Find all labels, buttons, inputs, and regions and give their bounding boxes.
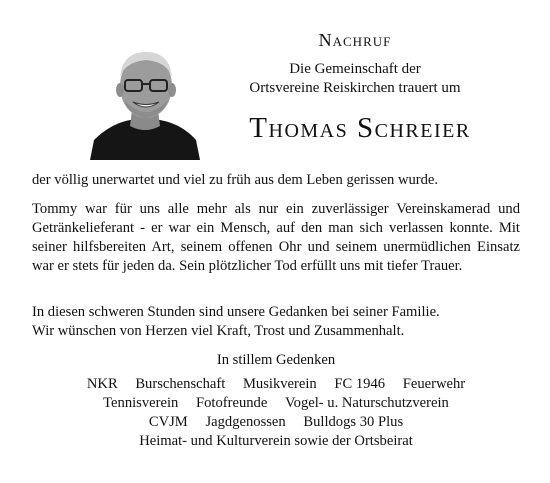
association-name: FC 1946 (334, 376, 386, 392)
association-name: Tennisverein (103, 395, 179, 411)
association-name: Fotofreunde (195, 395, 268, 411)
association-name: NKR (86, 376, 118, 392)
community-line: Die Gemeinschaft der (289, 61, 421, 77)
community-line: Ortsvereine Reiskirchen trauert um (249, 80, 461, 96)
condolence-line: In diesen schweren Stunden sind unsere Gedanken bei seiner Familie. (32, 304, 440, 320)
signature-row (32, 375, 520, 394)
association-name: CVJM (148, 414, 188, 430)
signature-row (32, 413, 520, 432)
signature-list (32, 375, 520, 451)
paragraph-tribute: Tommy war für uns alle mehr als nur ein zuverlässiger Vereinskamerad und Getränkelieferant - er war ein Mensch, auf den man sich verlassen konnte. Mit seiner hilfsbereiten Art, seinem offenen Ohr und seinem unermüdlichen Einsatz war er stets für jeden da. Sein plötzlicher Tod erfüllt uns mit tiefer Trauer. (32, 201, 520, 274)
condolence-line: Wir wünschen von Herzen viel Kraft, Trost und Zusammenhalt. (32, 323, 405, 339)
association-name: Heimat- und Kulturverein sowie der Ortsbeirat (139, 433, 413, 449)
notice-heading: Nachruf (318, 30, 392, 50)
signature-row (32, 432, 520, 451)
portrait-photo (90, 40, 200, 160)
signature-row (32, 394, 520, 413)
association-name: Jagdgenossen (205, 414, 286, 430)
signature-title: In stillem Gedenken (216, 352, 336, 368)
association-name: Feuerwehr (402, 376, 466, 392)
association-name: Vogel- u. Naturschutzverein (284, 395, 449, 411)
paragraph-intro: der völlig unerwartet und viel zu früh aus dem Leben gerissen wurde. (32, 172, 439, 188)
association-name: Musikverein (242, 376, 317, 392)
association-name: Burschenschaft (135, 376, 226, 392)
community-statement (230, 60, 480, 98)
deceased-name: Thomas Schreier (249, 112, 471, 144)
paragraph-condolence (32, 303, 520, 341)
portrait-icon (90, 40, 200, 160)
association-name: Bulldogs 30 Plus (303, 414, 404, 430)
